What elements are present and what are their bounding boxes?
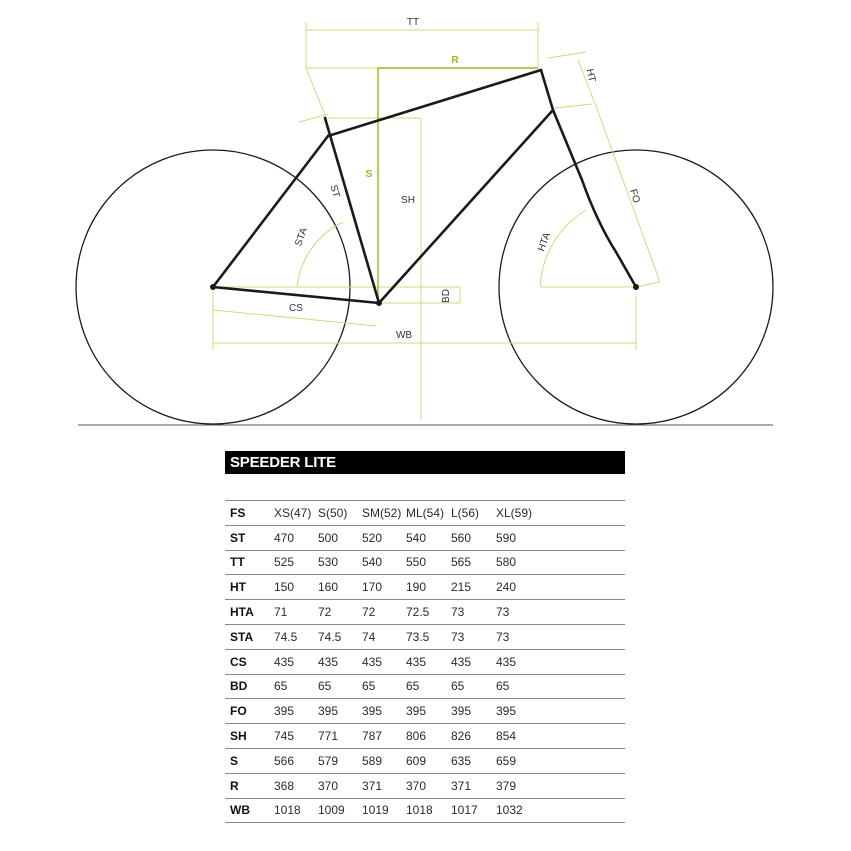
head-tube xyxy=(541,70,553,110)
table-cell: 379 xyxy=(496,773,625,798)
table-cell: 435 xyxy=(496,649,625,674)
table-cell: 635 xyxy=(451,748,496,773)
table-cell: 73.5 xyxy=(406,624,451,649)
label-sh: SH xyxy=(401,195,415,206)
label-cs: CS xyxy=(289,303,303,314)
table-cell: 435 xyxy=(451,649,496,674)
reach-stack-lines xyxy=(378,68,538,300)
label-st: ST xyxy=(327,183,342,199)
table-cell: 435 xyxy=(362,649,406,674)
table-cell: 72.5 xyxy=(406,600,451,625)
table-cell: 65 xyxy=(406,674,451,699)
row-label: SH xyxy=(225,724,274,749)
table-cell: 395 xyxy=(406,699,451,724)
label-tt: TT xyxy=(406,17,420,28)
chain-stay xyxy=(213,287,379,303)
table-cell: 74.5 xyxy=(274,624,318,649)
table-cell: 1018 xyxy=(406,798,451,823)
table-cell: 560 xyxy=(451,525,496,550)
table-cell: 65 xyxy=(496,674,625,699)
table-cell: 609 xyxy=(406,748,451,773)
table-cell: 1032 xyxy=(496,798,625,823)
table-cell: 745 xyxy=(274,724,318,749)
row-label: FS xyxy=(225,501,274,526)
table-row xyxy=(225,550,625,575)
table-row xyxy=(225,649,625,674)
table-cell: 371 xyxy=(362,773,406,798)
table-cell: 65 xyxy=(451,674,496,699)
table-cell: 806 xyxy=(406,724,451,749)
table-cell: 215 xyxy=(451,575,496,600)
row-label: TT xyxy=(225,550,274,575)
table-cell: 395 xyxy=(318,699,362,724)
table-row xyxy=(225,748,625,773)
table-cell: 565 xyxy=(451,550,496,575)
table-cell: 566 xyxy=(274,748,318,773)
table-header-row xyxy=(225,501,625,526)
table-cell: 550 xyxy=(406,550,451,575)
table-cell: 368 xyxy=(274,773,318,798)
table-cell: 500 xyxy=(318,525,362,550)
table-cell: 854 xyxy=(496,724,625,749)
size-header-cell: SM(52) xyxy=(362,501,406,526)
table-cell: 435 xyxy=(318,649,362,674)
table-cell: 395 xyxy=(362,699,406,724)
table-row xyxy=(225,624,625,649)
row-label: HTA xyxy=(225,600,274,625)
top-tube xyxy=(328,70,541,136)
row-label: FO xyxy=(225,699,274,724)
table-cell: 589 xyxy=(362,748,406,773)
size-header-cell: S(50) xyxy=(318,501,362,526)
table-cell: 540 xyxy=(362,550,406,575)
table-cell: 73 xyxy=(451,600,496,625)
down-tube xyxy=(379,110,553,303)
table-cell: 190 xyxy=(406,575,451,600)
size-header-cell: L(56) xyxy=(451,501,496,526)
table-cell: 395 xyxy=(274,699,318,724)
table-cell: 1017 xyxy=(451,798,496,823)
table-cell: 150 xyxy=(274,575,318,600)
table-cell: 65 xyxy=(318,674,362,699)
table-cell: 787 xyxy=(362,724,406,749)
table-row xyxy=(225,575,625,600)
table-cell: 71 xyxy=(274,600,318,625)
table-cell: 525 xyxy=(274,550,318,575)
row-label: BD xyxy=(225,674,274,699)
table-cell: 73 xyxy=(496,624,625,649)
table-cell: 395 xyxy=(451,699,496,724)
table-cell: 65 xyxy=(362,674,406,699)
label-sta: STA xyxy=(293,226,311,248)
table-row xyxy=(225,724,625,749)
size-header-cell: ML(54) xyxy=(406,501,451,526)
table-cell: 580 xyxy=(496,550,625,575)
table-cell: 435 xyxy=(274,649,318,674)
size-header-cell: XL(59) xyxy=(496,501,625,526)
table-cell: 771 xyxy=(318,724,362,749)
row-label: S xyxy=(225,748,274,773)
table-cell: 826 xyxy=(451,724,496,749)
table-cell: 590 xyxy=(496,525,625,550)
table-cell: 435 xyxy=(406,649,451,674)
table-cell: 240 xyxy=(496,575,625,600)
bottom-bracket xyxy=(376,300,382,306)
size-header-cell: XS(47) xyxy=(274,501,318,526)
table-row xyxy=(225,773,625,798)
table-cell: 160 xyxy=(318,575,362,600)
table-cell: 370 xyxy=(406,773,451,798)
row-label: HT xyxy=(225,575,274,600)
front-axle xyxy=(633,284,639,290)
table-cell: 395 xyxy=(496,699,625,724)
row-label: ST xyxy=(225,525,274,550)
row-label: STA xyxy=(225,624,274,649)
table-cell: 170 xyxy=(362,575,406,600)
table-cell: 1018 xyxy=(274,798,318,823)
fork xyxy=(553,110,636,287)
table-cell: 72 xyxy=(362,600,406,625)
table-cell: 470 xyxy=(274,525,318,550)
bike-frame xyxy=(213,67,636,303)
label-ht: HT xyxy=(583,67,598,84)
label-hta: HTA xyxy=(536,231,554,254)
label-bd: BD xyxy=(441,289,452,303)
geometry-title: SPEEDER LITE xyxy=(230,454,336,471)
table-row xyxy=(225,798,625,823)
row-label: CS xyxy=(225,649,274,674)
table-row xyxy=(225,699,625,724)
table-cell: 74 xyxy=(362,624,406,649)
label-s: S xyxy=(365,169,373,180)
geometry-table xyxy=(225,500,625,823)
table-cell: 540 xyxy=(406,525,451,550)
table-cell: 659 xyxy=(496,748,625,773)
table-row xyxy=(225,600,625,625)
label-fo: FO xyxy=(627,187,642,205)
table-row xyxy=(225,674,625,699)
seat-tube xyxy=(325,118,379,303)
table-cell: 65 xyxy=(274,674,318,699)
table-cell: 370 xyxy=(318,773,362,798)
table-row xyxy=(225,525,625,550)
table-cell: 579 xyxy=(318,748,362,773)
table-cell: 74.5 xyxy=(318,624,362,649)
table-cell: 530 xyxy=(318,550,362,575)
geometry-title-bar xyxy=(225,451,625,474)
row-label: WB xyxy=(225,798,274,823)
table-cell: 72 xyxy=(318,600,362,625)
table-cell: 73 xyxy=(451,624,496,649)
table-cell: 73 xyxy=(496,600,625,625)
label-r: R xyxy=(451,55,459,66)
table-cell: 371 xyxy=(451,773,496,798)
label-wb: WB xyxy=(395,330,413,341)
row-label: R xyxy=(225,773,274,798)
rear-axle xyxy=(210,284,216,290)
table-cell: 520 xyxy=(362,525,406,550)
table-cell: 1009 xyxy=(318,798,362,823)
seat-stay xyxy=(213,136,328,287)
table-cell: 1019 xyxy=(362,798,406,823)
